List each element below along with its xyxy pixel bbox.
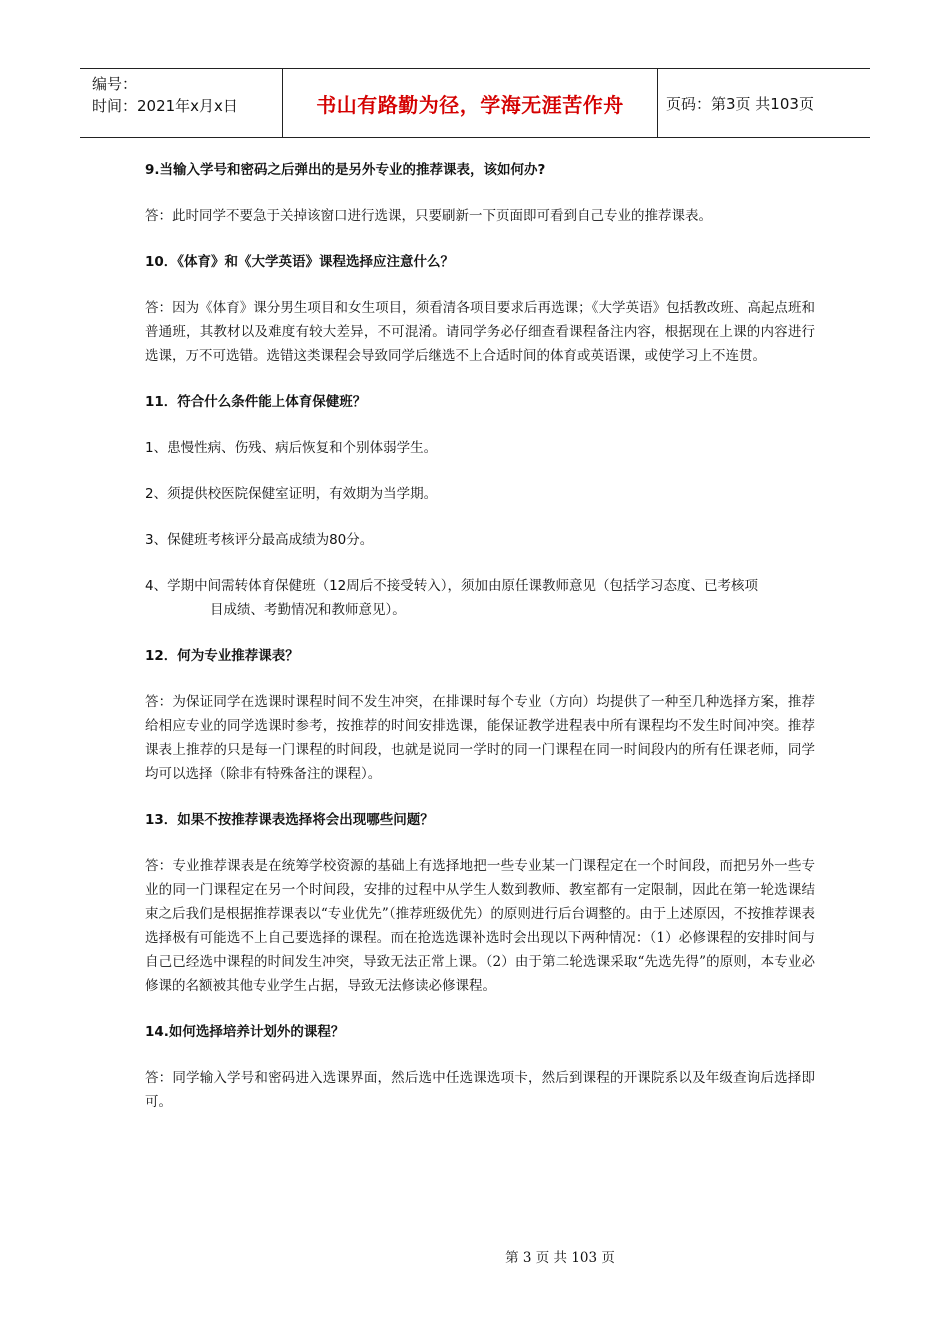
- question-9: 9.当输入学号和密码之后弹出的是另外专业的推荐课表，该如何办?: [145, 162, 546, 178]
- condition-item-4: [145, 574, 815, 622]
- page-header: [80, 68, 870, 138]
- condition-item-1: 1、患慢性病、伤残、病后恢复和个别体弱学生。: [145, 440, 438, 456]
- question-14: 14.如何选择培养计划外的课程？: [145, 1024, 345, 1040]
- answer-12: 答：为保证同学在选课时课程时间不发生冲突，在排课时每个专业（方向）均提供了一种至几种选择方案，推荐给相应专业的同学选课时参考，按推荐的时间安排选课，能保证教学进程表中所有课程均不发生时间冲突。推荐课表上推荐的只是每一门课程的时间段，也就是说同一学时的同一门课程在同一时间段内的所有任课老师，同学均可以选择（除非有特殊备注的课程）。: [145, 694, 815, 782]
- answer-9: 答：此时同学不要急于关掉该窗口进行选课，只要刷新一下页面即可看到自己专业的推荐课表。: [145, 208, 712, 224]
- question-13: 13．如果不按推荐课表选择将会出现哪些问题？: [145, 812, 434, 828]
- page-footer: 第 3 页 共 103 页: [505, 1250, 615, 1266]
- document-time-label: 时间：2021年x月x日: [92, 97, 238, 115]
- condition-item-4-main: 4、学期中间需转体育保健班（12周后不接受转入），须加由原任课教师意见（包括学习态度、已考核项: [145, 578, 759, 594]
- question-10: 10．《体育》和《大学英语》课程选择应注意什么？: [145, 254, 455, 270]
- document-body: [145, 148, 815, 1136]
- header-meta: [80, 69, 283, 137]
- condition-item-2: 2、须提供校医院保健室证明，有效期为当学期。: [145, 486, 438, 502]
- question-12: 12．何为专业推荐课表？: [145, 648, 299, 664]
- answer-10: 答：因为《体育》课分男生项目和女生项目，须看清各项目要求后再选课；《大学英语》包括教改班、高起点班和普通班，其教材以及难度有较大差异，不可混淆。请同学务必仔细查看课程备注内容，根据现在上课的内容进行选课，万不可选错。选错这类课程会导致同学后继选不上合适时间的体育或英语课，或使学习上不连贯。: [145, 300, 815, 364]
- header-page-label: 页码：第3页 共103页: [666, 94, 814, 113]
- header-motto: 书山有路勤为径，学海无涯苦作舟: [283, 69, 658, 137]
- document-number-label: 编号：: [92, 75, 138, 93]
- question-11: 11．符合什么条件能上体育保健班？: [145, 394, 367, 410]
- condition-item-3: 3、保健班考核评分最高成绩为80分。: [145, 532, 374, 548]
- condition-item-4-continued: 目成绩、考勤情况和教师意见）。: [210, 602, 406, 618]
- answer-14: 答：同学输入学号和密码进入选课界面，然后选中任选课选项卡，然后到课程的开课院系以及年级查询后选择即可。: [145, 1070, 815, 1110]
- answer-13: 答：专业推荐课表是在统筹学校资源的基础上有选择地把一些专业某一门课程定在一个时间段，而把另外一些专业的同一门课程定在另一个时间段，安排的过程中从学生人数到教师、教室都有一定限制，因此在第一轮选课结束之后我们是根据推荐课表以“专业优先”（推荐班级优先）的原则进行后台调整的。由于上述原因，不按推荐课表选择极有可能选不上自己要选择的课程。而在抢选选课补选时会出现以下两种情况：（1）必修课程的安排时间与自己已经选中课程的时间发生冲突，导致无法正常上课。（2）由于第二轮选课采取“先选先得”的原则，本专业必修课的名额被其他专业学生占据，导致无法修读必修课程。: [145, 858, 815, 994]
